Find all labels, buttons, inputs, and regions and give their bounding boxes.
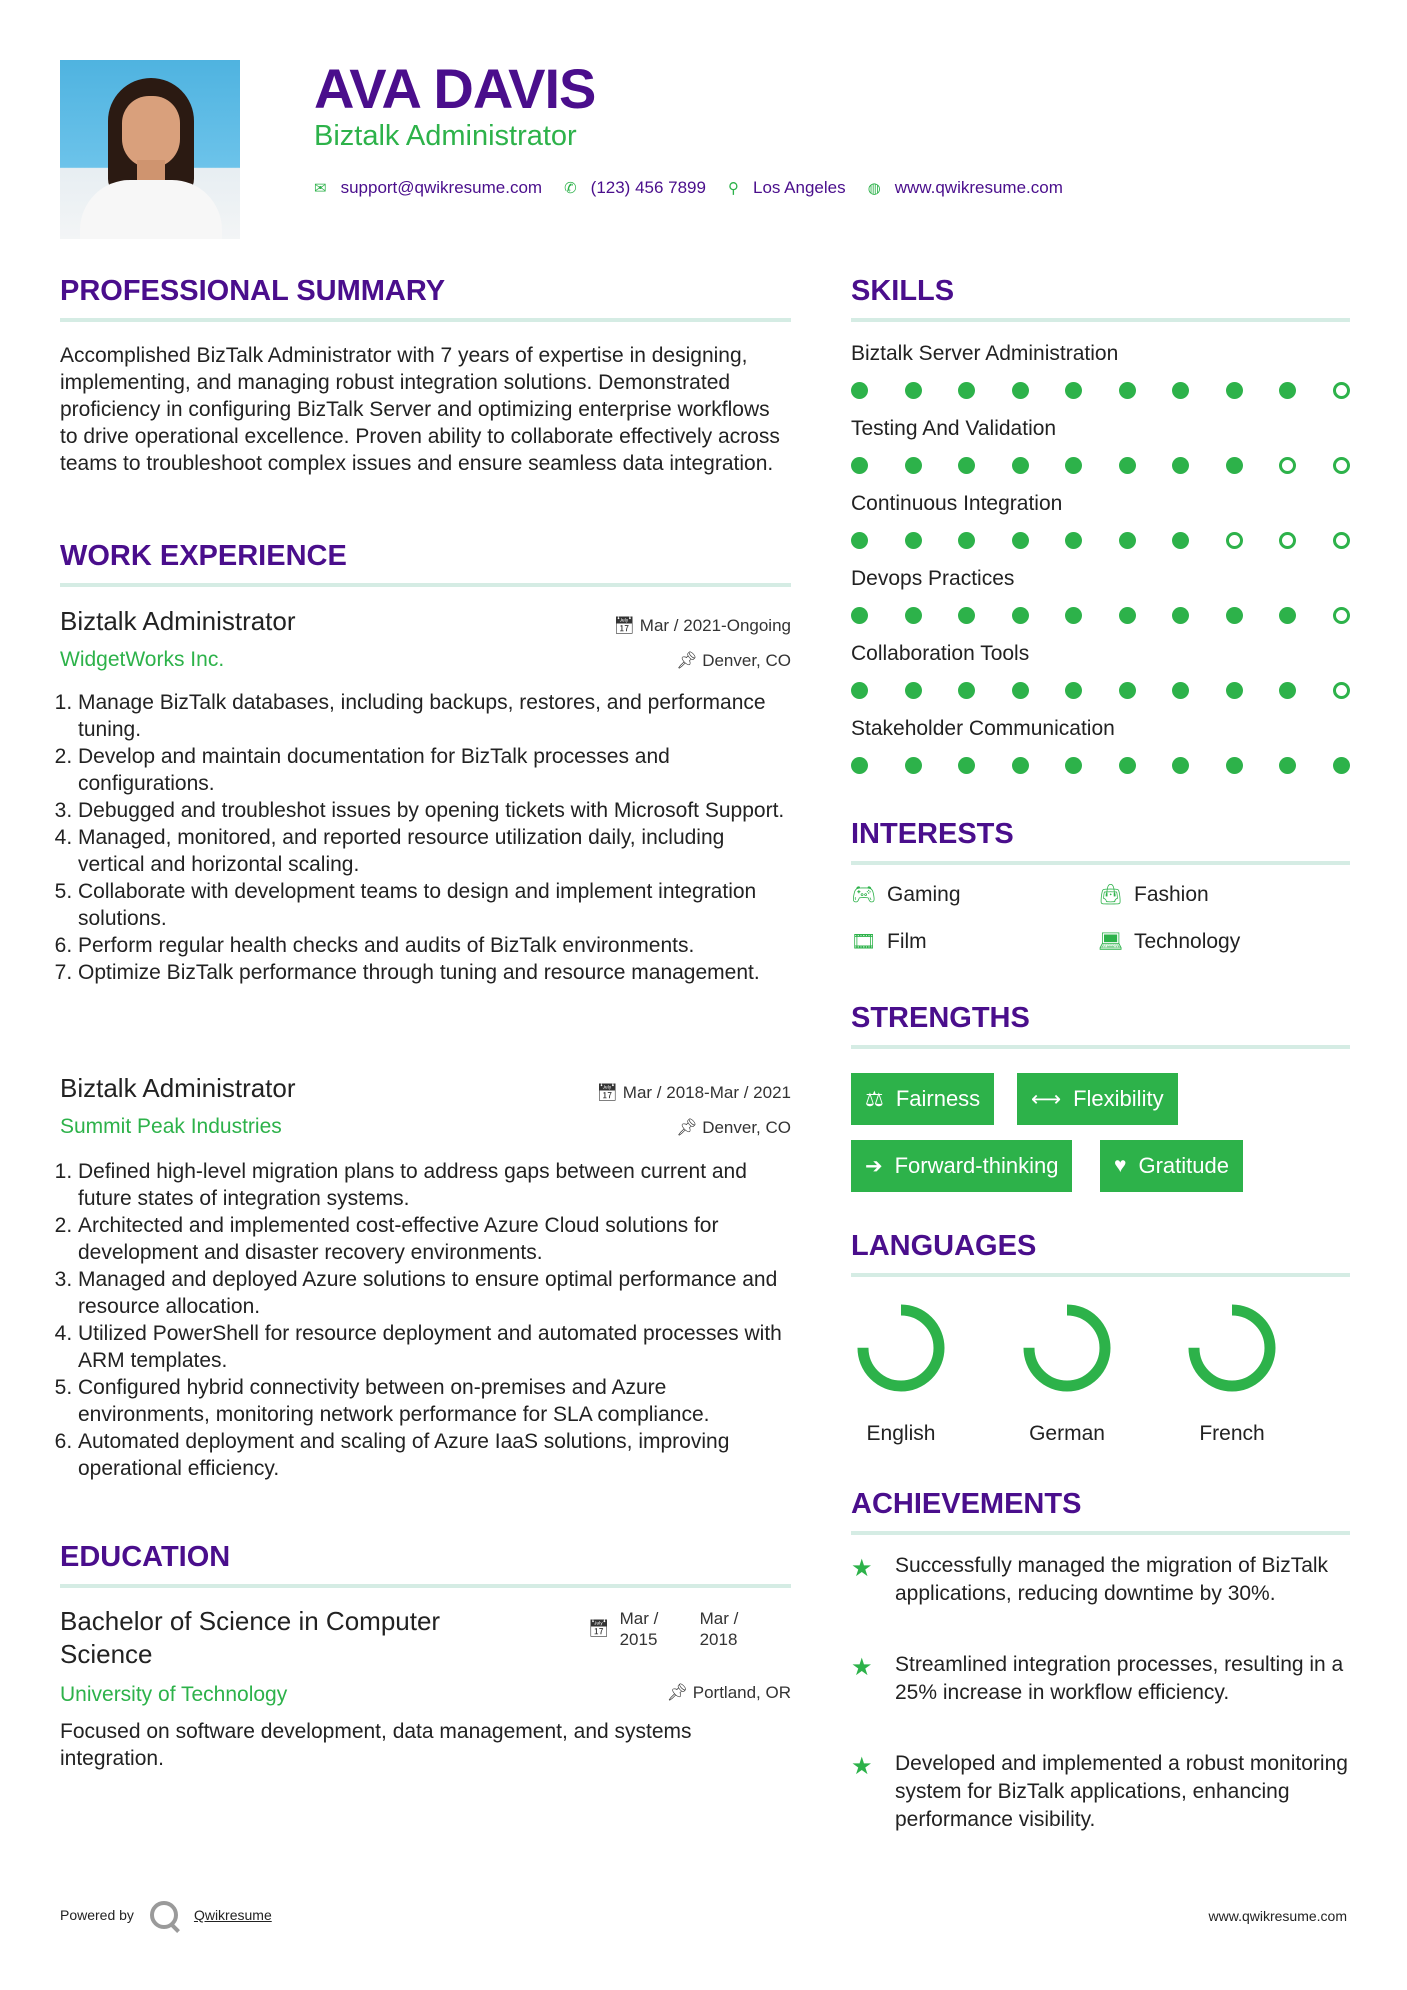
rating-dot-filled <box>1226 457 1243 474</box>
phone-icon: ✆ <box>564 180 577 197</box>
interests-divider <box>851 861 1350 865</box>
degree-title: Bachelor of Science in Computer Science <box>60 1606 441 1669</box>
list-item: 5. Collaborate with development teams to design and implement integration solutions. <box>78 878 791 932</box>
summary-divider <box>60 318 791 322</box>
summary-text: Accomplished BizTalk Administrator with 7 years of expertise in designing, implementing, and managing robust integration solutions. Demonstrated proficiency in configuring BizTalk Server and optimizing enterprise workflows to drive operational excellence. Proven ability to collaborate effectively across teams to troubleshoot complex issues and ensure seamless data integration. <box>60 344 780 475</box>
rating-dot-filled <box>905 382 922 399</box>
rating-dot-filled <box>1119 382 1136 399</box>
rating-dot-filled <box>1012 457 1029 474</box>
skills-heading: SKILLS <box>851 275 955 307</box>
rating-dot-filled <box>1119 757 1136 774</box>
achievements-heading: ACHIEVEMENTS <box>851 1488 1082 1520</box>
rating-dot-filled <box>1119 457 1136 474</box>
rating-dot-empty <box>1226 532 1243 549</box>
rating-dot-filled <box>958 457 975 474</box>
shopping-bag-icon: 👜︎ <box>1098 884 1124 906</box>
language-proficiency-arc <box>1029 1310 1105 1386</box>
rating-dot-filled <box>1012 607 1029 624</box>
language-item <box>1172 1300 1292 1446</box>
languages-divider <box>851 1273 1350 1277</box>
rating-dot-filled <box>1172 532 1189 549</box>
interest-item: 👜︎ Fashion <box>1098 882 1209 906</box>
rating-dot-filled <box>905 532 922 549</box>
list-item: 7. Optimize BizTalk performance through tuning and resource management. <box>78 959 791 986</box>
rating-dot-empty <box>1333 607 1350 624</box>
rating-dot-empty <box>1333 682 1350 699</box>
rating-dot-filled <box>1172 607 1189 624</box>
rating-dot-filled <box>851 757 868 774</box>
skill-rating <box>851 682 1350 699</box>
rating-dot-filled <box>851 607 868 624</box>
language-proficiency-arc <box>1194 1310 1270 1386</box>
list-item: 6. Automated deployment and scaling of Azure IaaS solutions, improving operational efficiency. <box>78 1428 791 1482</box>
list-item: 4. Managed, monitored, and reported resource utilization daily, including vertical and horizontal scaling. <box>78 824 791 878</box>
skill-rating <box>851 457 1350 474</box>
pin-icon: 📌︎ <box>675 1118 698 1137</box>
footer-powered-by: Powered by Qwikresume <box>60 1901 272 1929</box>
rating-dot-filled <box>1012 682 1029 699</box>
contact-location: Los Angeles <box>752 178 846 197</box>
education-heading: EDUCATION <box>60 1541 231 1573</box>
list-item: 1. Manage BizTalk databases, including backups, restores, and performance tuning. <box>78 689 791 743</box>
language-label: French <box>1199 1422 1265 1445</box>
job-location: 📌︎ Denver, CO <box>675 1118 791 1137</box>
strength-badge: ⚖ Fairness <box>851 1073 994 1125</box>
rating-dot-filled <box>1065 382 1082 399</box>
rating-dot-filled <box>958 382 975 399</box>
profile-photo <box>60 60 240 239</box>
film-icon: 🎞︎ <box>851 931 877 953</box>
map-marker-icon: ⚲ <box>727 180 739 197</box>
skill-label: Collaboration Tools <box>851 642 1030 665</box>
rating-dot-filled <box>1012 532 1029 549</box>
skill-rating <box>851 382 1350 399</box>
rating-dot-filled <box>1279 757 1296 774</box>
education-divider <box>60 1584 791 1588</box>
laptop-icon: 💻︎ <box>1098 931 1124 953</box>
language-ring <box>853 1300 949 1396</box>
star-icon: ★ <box>851 1654 873 1681</box>
rating-dot-filled <box>958 757 975 774</box>
summary-heading: PROFESSIONAL SUMMARY <box>60 275 446 307</box>
language-proficiency-arc <box>863 1310 939 1386</box>
company-name: WidgetWorks Inc. <box>60 648 225 671</box>
rating-dot-filled <box>1065 607 1082 624</box>
list-item: 1. Defined high-level migration plans to address gaps between current and future states of integration systems. <box>78 1158 791 1212</box>
rating-dot-filled <box>1226 382 1243 399</box>
company-name: Summit Peak Industries <box>60 1115 282 1138</box>
gamepad-icon: 🎮︎ <box>851 884 877 906</box>
rating-dot-filled <box>1119 682 1136 699</box>
rating-dot-filled <box>1279 607 1296 624</box>
rating-dot-empty <box>1333 457 1350 474</box>
education-dates: 📅︎ Mar / 2015 Mar / 2018 <box>588 1609 739 1649</box>
list-item: 6. Perform regular health checks and audits of BizTalk environments. <box>78 932 791 959</box>
skill-label: Testing And Validation <box>851 417 1057 440</box>
pin-icon: 📌︎ <box>666 1683 688 1702</box>
list-item: 4. Utilized PowerShell for resource deployment and automated processes with ARM templates. <box>78 1320 791 1374</box>
rating-dot-empty <box>1279 457 1296 474</box>
list-item: 2. Architected and implemented cost-effective Azure Cloud solutions for development and disaster recovery environments. <box>78 1212 791 1266</box>
experience-divider <box>60 583 791 587</box>
strength-badge: ♥ Gratitude <box>1100 1140 1243 1192</box>
star-icon: ★ <box>851 1555 873 1582</box>
language-label: German <box>1029 1422 1105 1445</box>
job-title: Biztalk Administrator <box>60 1073 296 1103</box>
skill-rating <box>851 532 1350 549</box>
rating-dot-filled <box>958 532 975 549</box>
strengths-heading: STRENGTHS <box>851 1002 1030 1034</box>
arrows-horizontal-icon: ⟷ <box>1031 1087 1062 1111</box>
footer-website[interactable]: www.qwikresume.com <box>1208 1908 1347 1924</box>
candidate-title: Biztalk Administrator <box>314 120 577 152</box>
rating-dot-filled <box>1226 607 1243 624</box>
language-ring <box>1019 1300 1115 1396</box>
envelope-icon: ✉ <box>314 180 327 197</box>
skill-label: Devops Practices <box>851 567 1015 590</box>
interest-item: 🎞︎ Film <box>851 929 927 953</box>
language-ring <box>1184 1300 1280 1396</box>
contact-phone[interactable]: (123) 456 7899 <box>590 178 706 197</box>
rating-dot-filled <box>905 457 922 474</box>
job-date: 📅︎ Mar / 2021-Ongoing <box>613 616 791 635</box>
skill-label: Biztalk Server Administration <box>851 342 1119 365</box>
rating-dot-filled <box>1172 757 1189 774</box>
skill-rating <box>851 607 1350 624</box>
skill-rating <box>851 757 1350 774</box>
rating-dot-filled <box>1119 532 1136 549</box>
rating-dot-filled <box>1012 382 1029 399</box>
job-title: Biztalk Administrator <box>60 606 296 636</box>
rating-dot-filled <box>1065 682 1082 699</box>
language-item <box>1007 1300 1127 1446</box>
footer-brand-link[interactable]: Qwikresume <box>193 1907 272 1923</box>
job-date: 📅︎ Mar / 2018-Mar / 2021 <box>596 1083 791 1102</box>
rating-dot-filled <box>1172 682 1189 699</box>
strength-badge: ⟷ Flexibility <box>1017 1073 1178 1125</box>
rating-dot-filled <box>851 457 868 474</box>
star-icon: ★ <box>851 1753 873 1780</box>
achievement-item: ★ Successfully managed the migration of BizTalk applications, reducing downtime by 30%. <box>851 1552 1361 1608</box>
achievements-divider <box>851 1531 1350 1535</box>
calendar-icon: 📅︎ <box>596 1083 619 1102</box>
rating-dot-filled <box>851 682 868 699</box>
rating-dot-filled <box>1065 532 1082 549</box>
rating-dot-empty <box>1333 532 1350 549</box>
rating-dot-filled <box>958 682 975 699</box>
calendar-icon: 📅︎ <box>588 1619 610 1638</box>
rating-dot-filled <box>958 607 975 624</box>
school-location: 📌︎ Portland, OR <box>666 1683 791 1702</box>
contact-email[interactable]: support@qwikresume.com <box>340 178 543 197</box>
rating-dot-filled <box>1279 682 1296 699</box>
job-bullets <box>60 689 791 986</box>
skill-label: Continuous Integration <box>851 492 1063 515</box>
qwikresume-logo-icon <box>150 1901 178 1929</box>
list-item: 3. Debugged and troubleshot issues by opening tickets with Microsoft Support. <box>78 797 791 824</box>
list-item: 5. Configured hybrid connectivity between on-premises and Azure environments, monitoring network performance for SLA compliance. <box>78 1374 791 1428</box>
strength-badge: ➔ Forward-thinking <box>851 1140 1072 1192</box>
interest-item: 🎮︎ Gaming <box>851 882 961 906</box>
experience-heading: WORK EXPERIENCE <box>60 540 347 572</box>
balance-scale-icon: ⚖ <box>865 1087 884 1111</box>
rating-dot-filled <box>1172 457 1189 474</box>
rating-dot-filled <box>1172 382 1189 399</box>
list-item: 2. Develop and maintain documentation for BizTalk processes and configurations. <box>78 743 791 797</box>
achievement-item: ★ Developed and implemented a robust monitoring system for BizTalk applications, enhancing performance visibility. <box>851 1750 1361 1834</box>
strengths-divider <box>851 1045 1350 1049</box>
contact-bar <box>314 178 1085 198</box>
interest-item: 💻︎ Technology <box>1098 929 1241 953</box>
heart-icon: ♥ <box>1114 1154 1127 1177</box>
rating-dot-empty <box>1333 382 1350 399</box>
rating-dot-filled <box>851 382 868 399</box>
rating-dot-filled <box>1333 757 1350 774</box>
rating-dot-filled <box>905 757 922 774</box>
skills-divider <box>851 318 1350 322</box>
arrow-right-icon: ➔ <box>865 1154 883 1178</box>
rating-dot-filled <box>1065 757 1082 774</box>
rating-dot-filled <box>905 607 922 624</box>
candidate-name: AVA DAVIS <box>314 57 596 120</box>
job-location: 📌︎ Denver, CO <box>675 651 791 670</box>
job-bullets <box>60 1158 791 1482</box>
rating-dot-filled <box>1065 457 1082 474</box>
rating-dot-filled <box>1119 607 1136 624</box>
rating-dot-filled <box>1226 757 1243 774</box>
school-name: University of Technology <box>60 1683 288 1706</box>
education-description: Focused on software development, data management, and systems integration. <box>60 1720 692 1770</box>
rating-dot-filled <box>1226 682 1243 699</box>
skill-label: Stakeholder Communication <box>851 717 1115 740</box>
languages-heading: LANGUAGES <box>851 1230 1037 1262</box>
language-item <box>841 1300 961 1446</box>
rating-dot-filled <box>905 682 922 699</box>
pin-icon: 📌︎ <box>675 651 698 670</box>
rating-dot-empty <box>1279 532 1296 549</box>
rating-dot-filled <box>1012 757 1029 774</box>
achievement-item: ★ Streamlined integration processes, resulting in a 25% increase in workflow efficiency. <box>851 1651 1361 1707</box>
rating-dot-filled <box>851 532 868 549</box>
interests-heading: INTERESTS <box>851 818 1014 850</box>
language-label: English <box>866 1422 936 1445</box>
rating-dot-filled <box>1279 382 1296 399</box>
contact-website[interactable]: www.qwikresume.com <box>894 178 1063 197</box>
globe-icon: ◍ <box>867 180 881 197</box>
list-item: 3. Managed and deployed Azure solutions to ensure optimal performance and resource allocation. <box>78 1266 791 1320</box>
calendar-icon: 📅︎ <box>613 616 636 635</box>
